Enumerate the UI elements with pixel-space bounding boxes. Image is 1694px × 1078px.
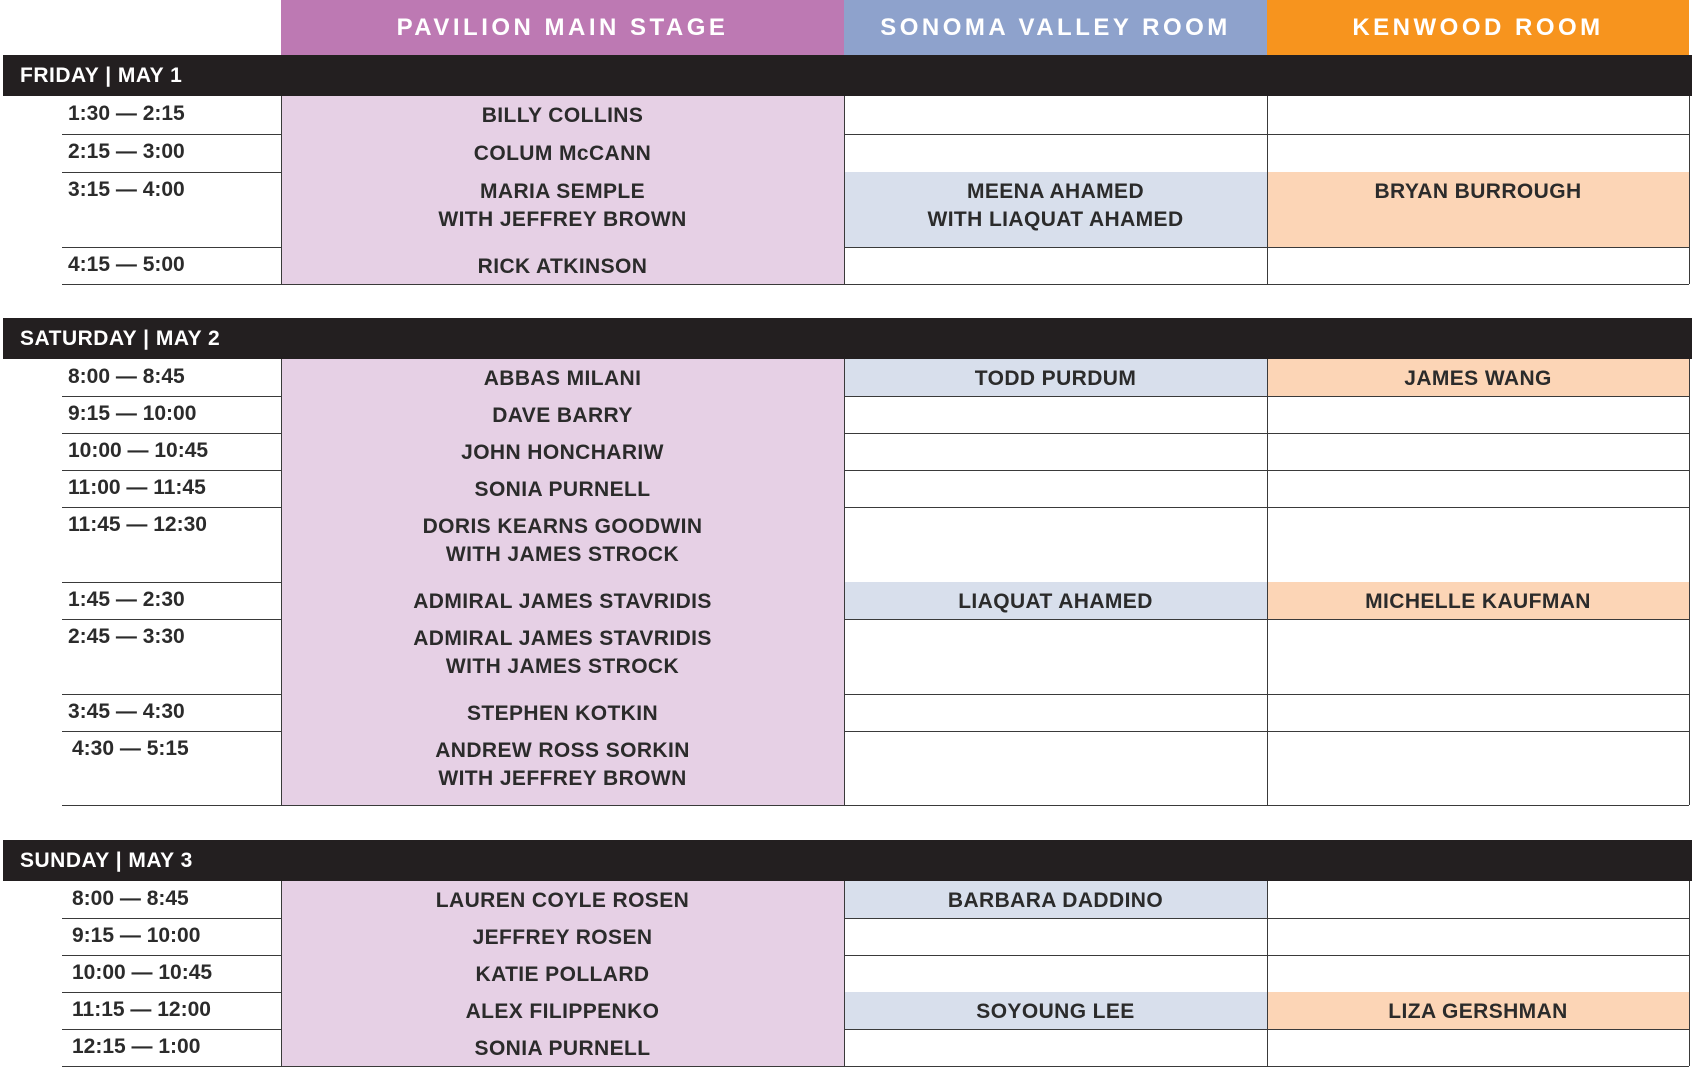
speaker-name: JEFFREY ROSEN <box>472 926 653 949</box>
session-time: 8:00 — 8:45 <box>72 887 189 910</box>
column-divider <box>844 359 845 805</box>
session-row <box>0 96 1694 134</box>
speaker-name: LIAQUAT AHAMED <box>958 590 1153 613</box>
session-cell-main-stage <box>281 1029 844 1066</box>
session-cell-kenwood <box>1267 1029 1689 1066</box>
speaker-name: ADMIRAL JAMES STAVRIDIS <box>413 627 712 650</box>
column-divider <box>281 96 282 284</box>
day-label: SATURDAY | MAY 2 <box>20 327 221 350</box>
session-row <box>0 433 1694 470</box>
column-divider <box>1689 359 1690 805</box>
speaker-name: LIZA GERSHMAN <box>1388 1000 1568 1023</box>
column-divider <box>844 96 845 284</box>
session-cell-sonoma-valley <box>844 582 1267 619</box>
speaker-name: WITH LIAQUAT AHAMED <box>927 208 1184 231</box>
session-row <box>0 955 1694 992</box>
session-cell-sonoma-valley <box>844 881 1267 918</box>
session-cell-sonoma-valley <box>844 172 1267 247</box>
speaker-name: SOYOUNG LEE <box>976 1000 1135 1023</box>
column-divider <box>1689 96 1690 284</box>
session-cell-kenwood <box>1267 433 1689 470</box>
session-cell-kenwood <box>1267 881 1689 918</box>
room-header-1: SONOMA VALLEY ROOM <box>844 0 1267 55</box>
day-label: FRIDAY | MAY 1 <box>20 64 183 87</box>
session-cell-sonoma-valley <box>844 955 1267 992</box>
speaker-name: JAMES WANG <box>1404 367 1552 390</box>
speaker-name: MICHELLE KAUFMAN <box>1365 590 1591 613</box>
session-cell-kenwood <box>1267 992 1689 1029</box>
session-cell-kenwood <box>1267 694 1689 731</box>
session-cell-sonoma-valley <box>844 470 1267 507</box>
session-time: 11:15 — 12:00 <box>72 998 211 1021</box>
session-cell-sonoma-valley <box>844 247 1267 284</box>
session-row <box>0 359 1694 396</box>
session-time: 1:45 — 2:30 <box>68 588 185 611</box>
session-cell-kenwood <box>1267 134 1689 172</box>
row-divider <box>62 1066 1689 1067</box>
session-cell-sonoma-valley <box>844 918 1267 955</box>
speaker-name: COLUM McCANN <box>473 142 652 165</box>
column-divider <box>281 359 282 805</box>
session-cell-sonoma-valley <box>844 359 1267 396</box>
session-row <box>0 134 1694 172</box>
room-header-2: KENWOOD ROOM <box>1267 0 1689 55</box>
speaker-name: BARBARA DADDINO <box>947 889 1164 912</box>
speaker-name: MEENA AHAMED <box>966 180 1145 203</box>
speaker-name: DORIS KEARNS GOODWIN <box>422 515 703 538</box>
session-cell-sonoma-valley <box>844 619 1267 694</box>
session-row <box>0 396 1694 433</box>
speaker-name: WITH JEFFREY BROWN <box>438 767 687 790</box>
speaker-name: WITH JAMES STROCK <box>445 543 680 566</box>
speaker-name: ADMIRAL JAMES STAVRIDIS <box>413 590 712 613</box>
room-header-0: PAVILION MAIN STAGE <box>281 0 844 55</box>
session-cell-main-stage <box>281 918 844 955</box>
session-cell-sonoma-valley <box>844 134 1267 172</box>
session-cell-kenwood <box>1267 172 1689 247</box>
session-cell-kenwood <box>1267 731 1689 805</box>
speaker-name: KATIE POLLARD <box>475 963 650 986</box>
session-cell-sonoma-valley <box>844 694 1267 731</box>
speaker-name: DAVE BARRY <box>492 404 633 427</box>
session-cell-main-stage <box>281 359 844 396</box>
speaker-name: SONIA PURNELL <box>474 478 651 501</box>
session-cell-main-stage <box>281 134 844 172</box>
session-row <box>0 992 1694 1029</box>
session-row <box>0 470 1694 507</box>
speaker-name: RICK ATKINSON <box>477 255 648 278</box>
column-divider <box>1267 96 1268 284</box>
day-header <box>3 55 1692 96</box>
session-row <box>0 247 1694 284</box>
session-time: 9:15 — 10:00 <box>72 924 201 947</box>
session-cell-main-stage <box>281 396 844 433</box>
speaker-name: ABBAS MILANI <box>483 367 642 390</box>
speaker-name: TODD PURDUM <box>974 367 1137 390</box>
session-time: 9:15 — 10:00 <box>68 402 197 425</box>
speaker-name: BRYAN BURROUGH <box>1374 180 1582 203</box>
column-divider <box>1267 881 1268 1066</box>
session-cell-sonoma-valley <box>844 96 1267 134</box>
session-cell-sonoma-valley <box>844 731 1267 805</box>
session-time: 4:15 — 5:00 <box>68 253 185 276</box>
session-cell-main-stage <box>281 694 844 731</box>
session-cell-kenwood <box>1267 619 1689 694</box>
session-row <box>0 881 1694 918</box>
speaker-name: WITH JEFFREY BROWN <box>438 208 687 231</box>
session-cell-sonoma-valley <box>844 992 1267 1029</box>
day-label: SUNDAY | MAY 3 <box>20 849 193 872</box>
speaker-name: ANDREW ROSS SORKIN <box>435 739 690 762</box>
session-cell-kenwood <box>1267 582 1689 619</box>
session-time: 3:45 — 4:30 <box>68 700 185 723</box>
session-row <box>0 507 1694 582</box>
speaker-name: JOHN HONCHARIW <box>461 441 664 464</box>
session-cell-sonoma-valley <box>844 433 1267 470</box>
session-cell-sonoma-valley <box>844 396 1267 433</box>
session-cell-kenwood <box>1267 359 1689 396</box>
session-time: 2:15 — 3:00 <box>68 140 185 163</box>
session-row <box>0 1029 1694 1066</box>
session-time: 1:30 — 2:15 <box>68 102 185 125</box>
session-time: 10:00 — 10:45 <box>68 439 209 462</box>
day-header <box>3 318 1692 359</box>
speaker-name: ALEX FILIPPENKO <box>465 1000 660 1023</box>
session-time: 4:30 — 5:15 <box>72 737 189 760</box>
session-time: 11:00 — 11:45 <box>68 476 206 499</box>
session-cell-main-stage <box>281 992 844 1029</box>
column-divider <box>1267 359 1268 805</box>
session-cell-kenwood <box>1267 470 1689 507</box>
session-cell-kenwood <box>1267 396 1689 433</box>
session-row <box>0 172 1694 247</box>
row-divider <box>62 805 1689 806</box>
session-row <box>0 731 1694 805</box>
session-cell-kenwood <box>1267 918 1689 955</box>
session-cell-kenwood <box>1267 955 1689 992</box>
session-cell-main-stage <box>281 507 844 582</box>
session-cell-main-stage <box>281 172 844 247</box>
column-divider <box>844 881 845 1066</box>
speaker-name: WITH JAMES STROCK <box>445 655 680 678</box>
speaker-name: BILLY COLLINS <box>481 104 644 127</box>
session-cell-sonoma-valley <box>844 507 1267 582</box>
session-cell-kenwood <box>1267 247 1689 284</box>
session-cell-main-stage <box>281 433 844 470</box>
session-cell-main-stage <box>281 96 844 134</box>
session-cell-main-stage <box>281 582 844 619</box>
session-row <box>0 694 1694 731</box>
session-time: 8:00 — 8:45 <box>68 365 185 388</box>
speaker-name: LAUREN COYLE ROSEN <box>435 889 690 912</box>
speaker-name: SONIA PURNELL <box>474 1037 651 1060</box>
session-cell-main-stage <box>281 731 844 805</box>
session-cell-main-stage <box>281 619 844 694</box>
speaker-name: STEPHEN KOTKIN <box>466 702 659 725</box>
speaker-name: MARIA SEMPLE <box>479 180 646 203</box>
session-cell-sonoma-valley <box>844 1029 1267 1066</box>
column-divider <box>281 881 282 1066</box>
session-row <box>0 582 1694 619</box>
session-cell-main-stage <box>281 247 844 284</box>
session-time: 11:45 — 12:30 <box>68 513 207 536</box>
session-time: 3:15 — 4:00 <box>68 178 185 201</box>
session-row <box>0 918 1694 955</box>
row-divider <box>62 284 1689 285</box>
session-cell-kenwood <box>1267 507 1689 582</box>
column-divider <box>1689 881 1690 1066</box>
session-time: 10:00 — 10:45 <box>72 961 213 984</box>
session-row <box>0 619 1694 694</box>
session-cell-main-stage <box>281 881 844 918</box>
session-time: 2:45 — 3:30 <box>68 625 185 648</box>
session-cell-main-stage <box>281 470 844 507</box>
session-time: 12:15 — 1:00 <box>72 1035 201 1058</box>
day-header <box>3 840 1692 881</box>
session-cell-main-stage <box>281 955 844 992</box>
session-cell-kenwood <box>1267 96 1689 134</box>
